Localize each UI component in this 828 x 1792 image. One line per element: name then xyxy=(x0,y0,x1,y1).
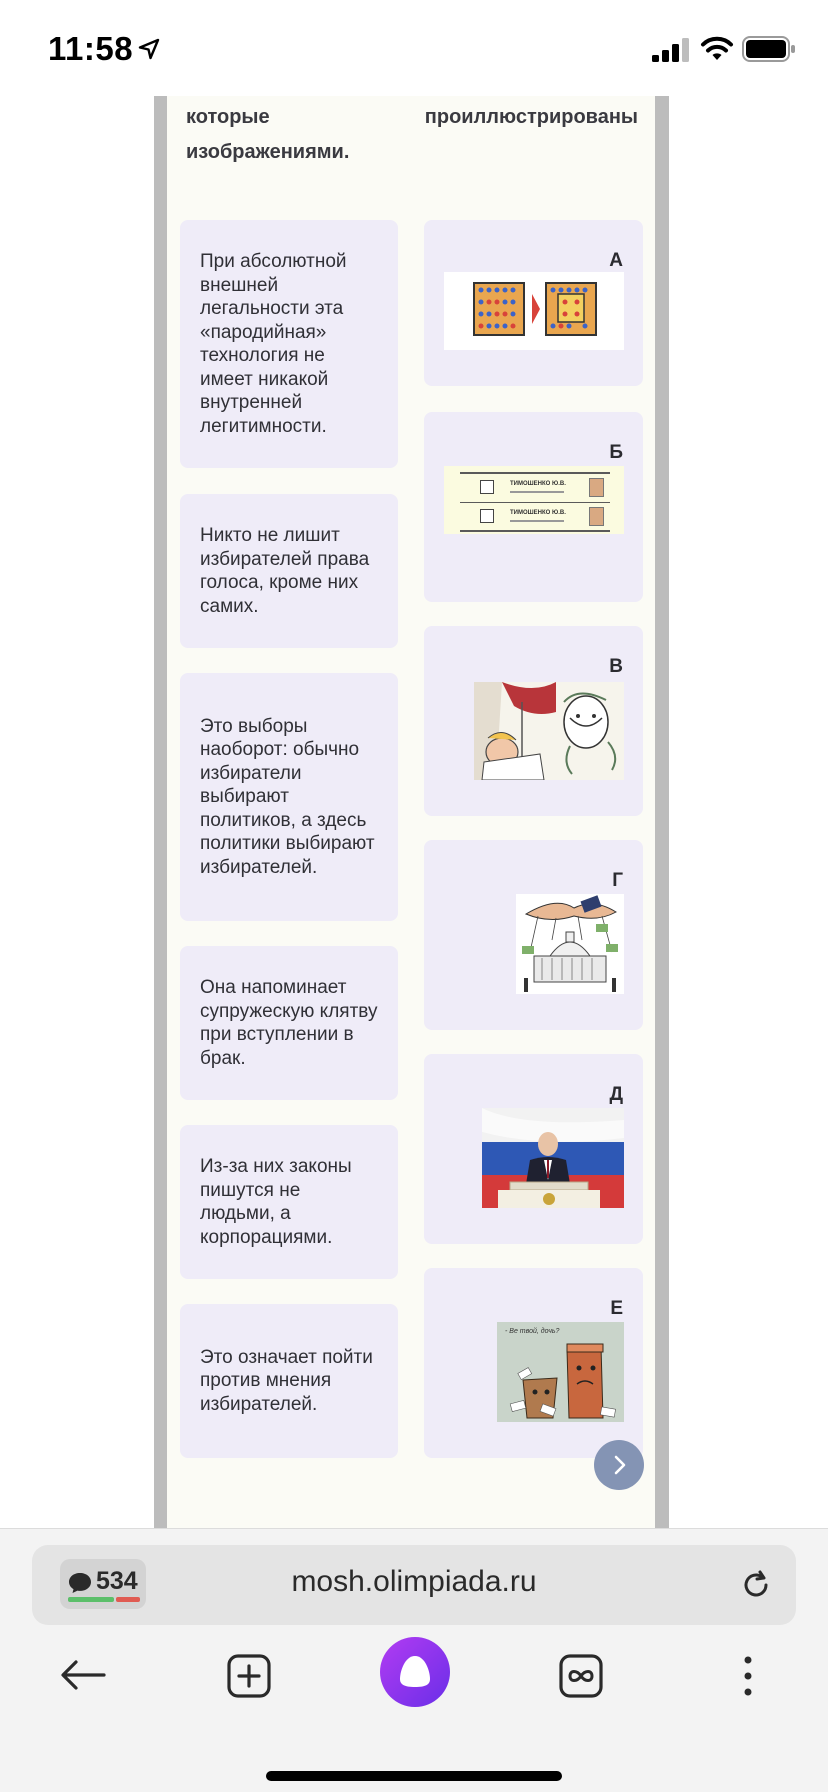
location-arrow-icon xyxy=(138,38,160,60)
statement-card-2[interactable] xyxy=(180,494,398,648)
status-bar xyxy=(0,0,828,96)
gerrymandering-grid-image xyxy=(444,272,624,350)
instruction-line-2: изображениями. xyxy=(186,141,350,163)
instruction-word-right: проиллюстрированы xyxy=(424,106,638,128)
new-tab-icon[interactable] xyxy=(226,1653,272,1699)
statement-text: Из-за них законы пишутся не людьми, а корпорациями. xyxy=(200,1156,352,1248)
browser-toolbar xyxy=(0,1528,828,1792)
image-letter: А xyxy=(609,250,623,271)
cartoon-caption: - Ве твой, дочь? xyxy=(505,1328,560,1335)
tab-count: 534 xyxy=(96,1567,138,1595)
ballot-candidate-1: ТИМОШЕНКО Ю.В. xyxy=(510,481,566,487)
image-card-b[interactable] xyxy=(424,412,643,602)
inauguration-photo-image xyxy=(482,1108,624,1208)
cellular-signal-icon xyxy=(652,38,692,62)
ballot-box-drawing xyxy=(497,1322,624,1422)
tabs-switcher-icon[interactable] xyxy=(558,1653,604,1699)
image-letter: Г xyxy=(612,870,623,891)
image-letter: Е xyxy=(610,1298,623,1319)
image-card-a[interactable] xyxy=(424,220,643,386)
ballot-box-cartoon-image xyxy=(497,1322,624,1422)
url-text[interactable]: mosh.olimpiada.ru xyxy=(291,1565,537,1598)
instruction-word-left: которые xyxy=(186,106,270,128)
battery-icon xyxy=(742,36,796,62)
ballot-candidate-2: ТИМОШЕНКО Ю.В. xyxy=(510,510,566,516)
image-letter: Д xyxy=(609,1084,623,1105)
reload-icon[interactable] xyxy=(738,1567,774,1603)
image-card-g[interactable] xyxy=(424,840,643,1030)
statement-text: Никто не лишит избирателей права голоса, кроме них самих. xyxy=(200,525,370,617)
back-arrow-icon[interactable] xyxy=(58,1655,108,1695)
image-card-d[interactable] xyxy=(424,1054,643,1244)
image-letter: Б xyxy=(609,442,623,463)
statement-card-6[interactable] xyxy=(180,1304,398,1458)
ballot-image xyxy=(444,466,624,534)
image-card-v[interactable] xyxy=(424,626,643,816)
home-indicator xyxy=(266,1771,562,1781)
address-bar[interactable] xyxy=(32,1545,796,1625)
web-content xyxy=(0,96,828,1528)
alice-assistant-icon[interactable] xyxy=(380,1637,450,1707)
statement-text: При абсолютной внешней легальности эта «пародийная» технология не имеет никакой внутренней легитимности. xyxy=(200,251,347,437)
statement-text: Это выборы наоборот: обычно избиратели выбирают политиков, а здесь политики выбирают избирателей. xyxy=(200,715,375,878)
more-menu-icon[interactable] xyxy=(738,1653,758,1699)
status-time: 11:58 xyxy=(48,30,134,67)
next-button[interactable] xyxy=(594,1440,644,1490)
statement-text: Она напоминает супружескую клятву при вступлении в брак. xyxy=(200,977,378,1069)
statement-text: Это означает пойти против мнения избирателей. xyxy=(200,1346,373,1415)
statement-card-4[interactable] xyxy=(180,946,398,1100)
statement-card-5[interactable] xyxy=(180,1125,398,1279)
image-card-e[interactable] xyxy=(424,1268,643,1458)
statement-card-1[interactable] xyxy=(180,220,398,468)
political-cartoon-image xyxy=(474,682,624,780)
statement-card-3[interactable] xyxy=(180,673,398,921)
wifi-icon xyxy=(700,36,734,62)
image-letter: В xyxy=(609,656,623,677)
capitol-puppet-cartoon-image xyxy=(516,894,624,994)
chevron-right-icon xyxy=(608,1454,630,1476)
task-instruction xyxy=(186,100,638,170)
